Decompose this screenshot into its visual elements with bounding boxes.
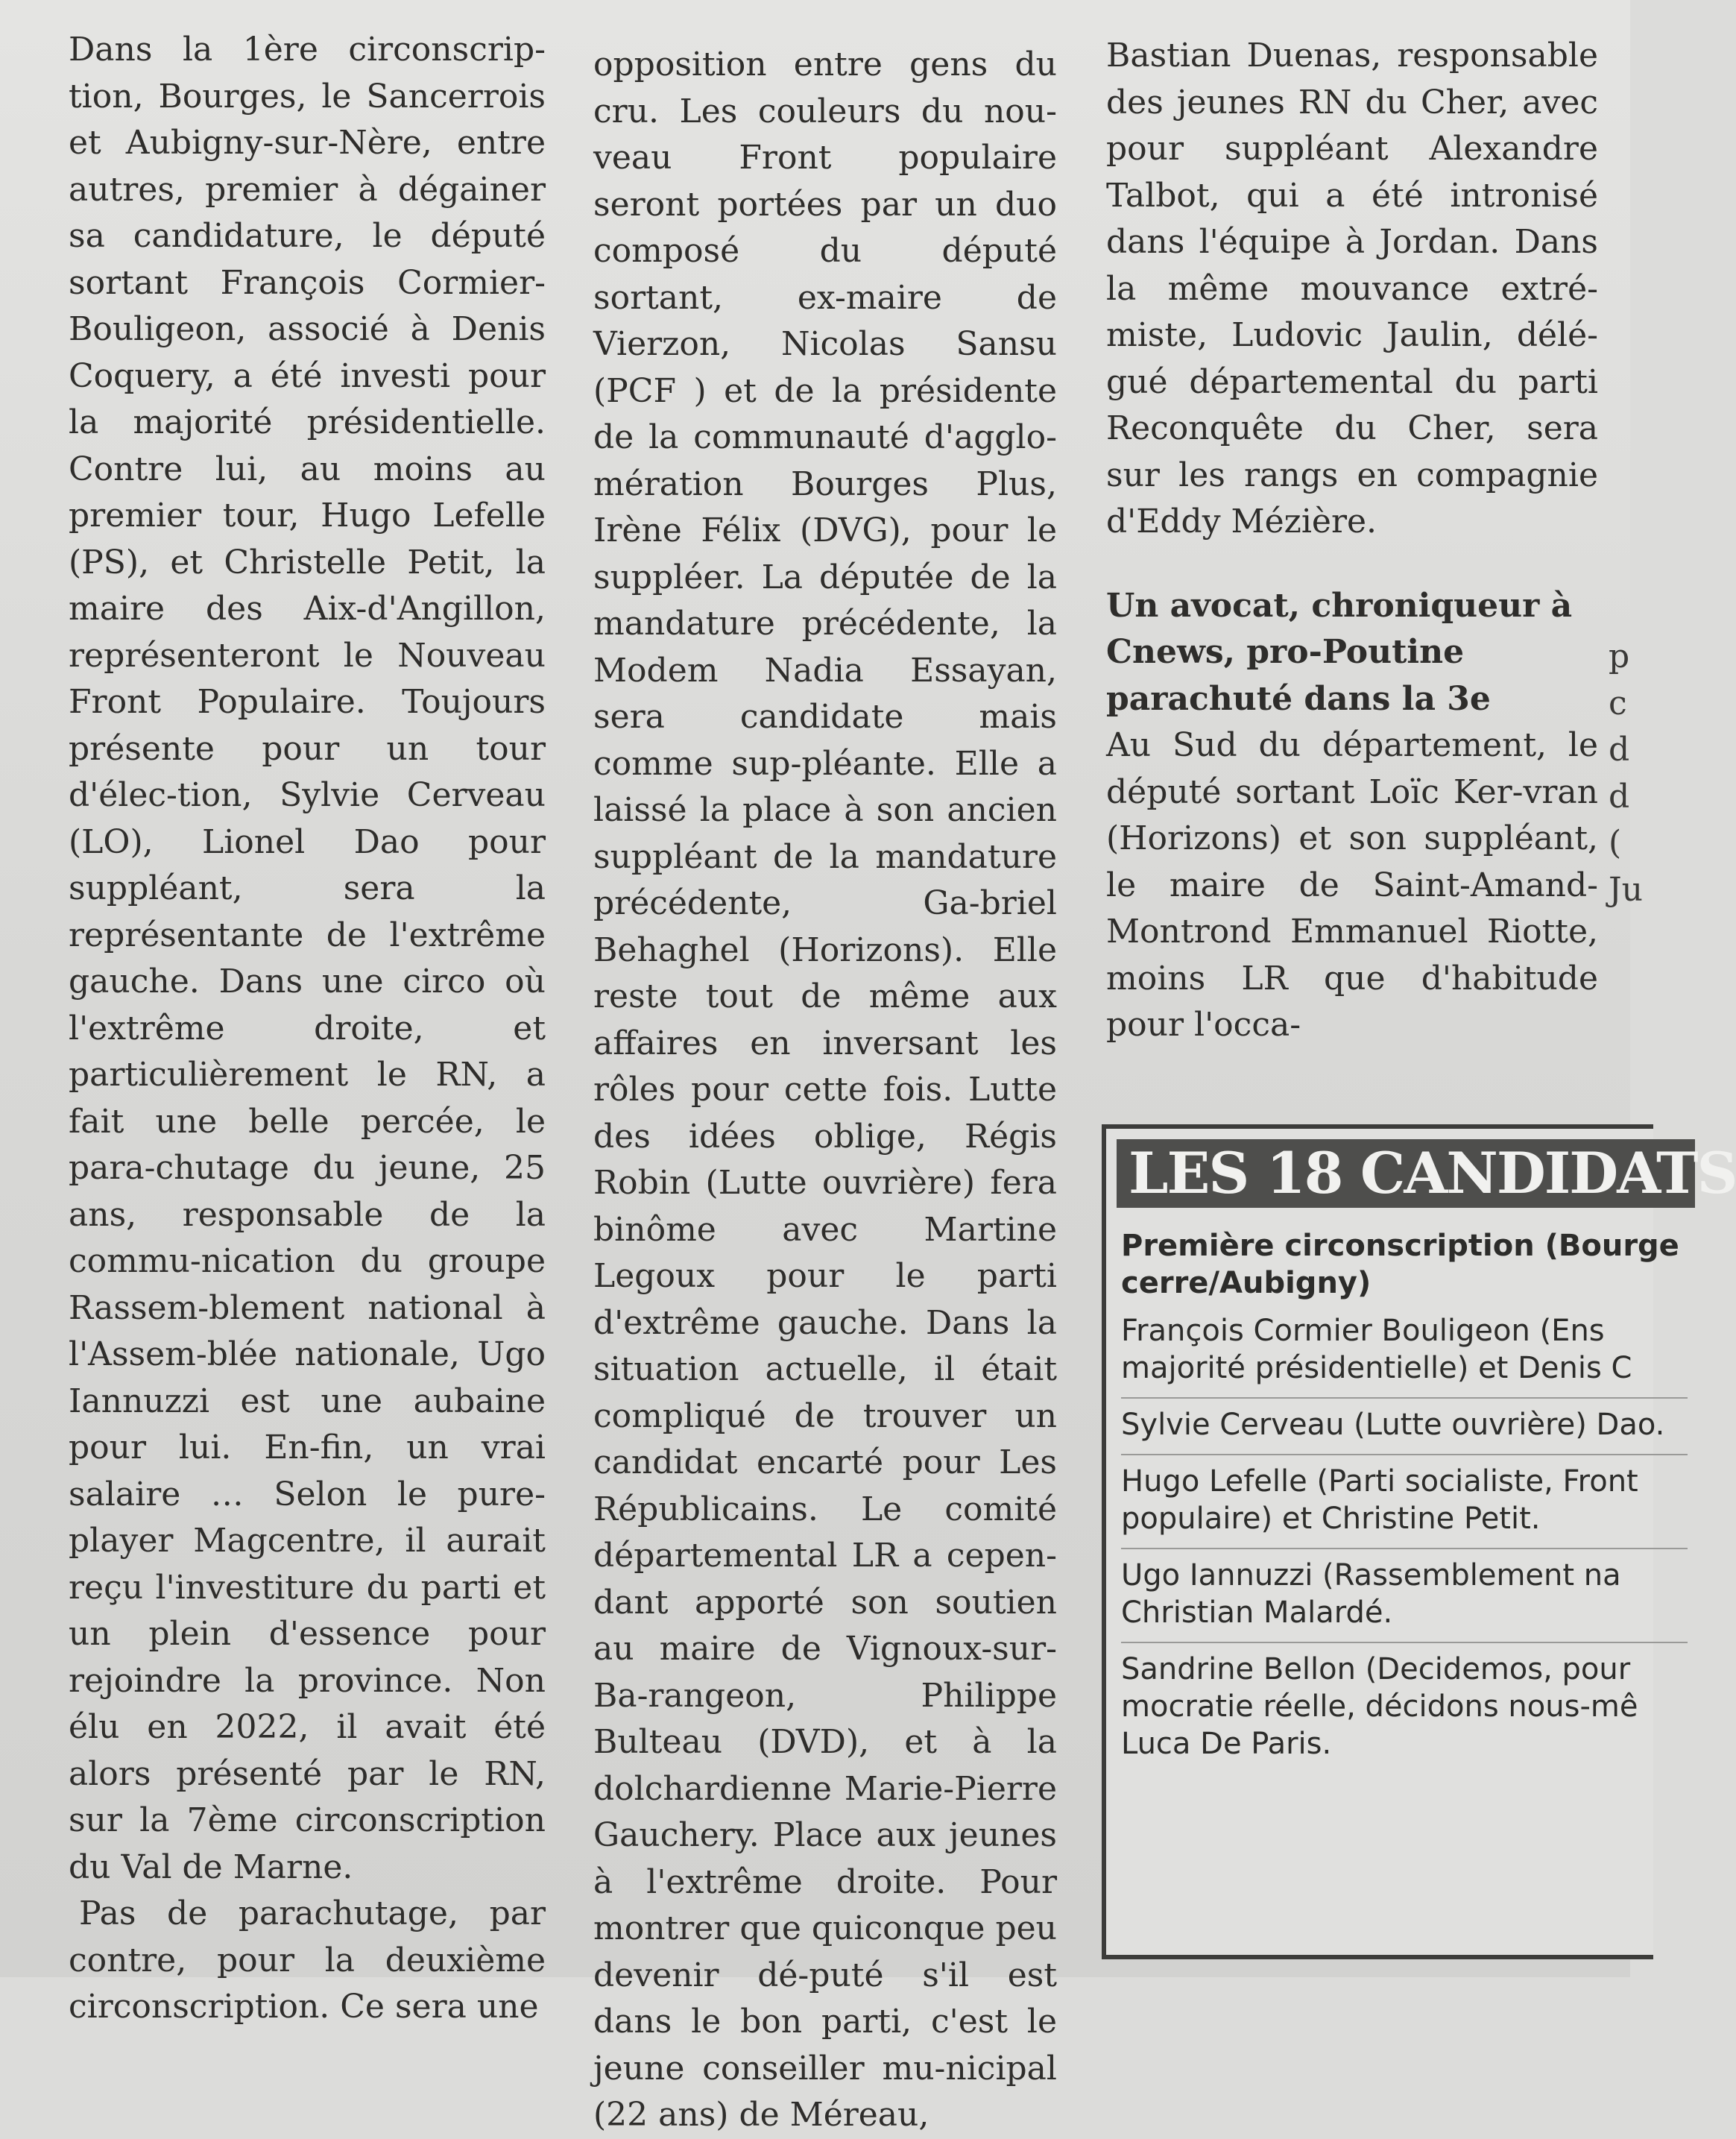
paragraph: opposition entre gens du cru. Les couleurs du nou-veau Front populaire seront portées par un duo composé du député sortant, ex-maire de Vierzon, Nicolas Sansu (PCF ) et de la présidente de la communauté d'agglo-mération Bourges Plus, Irène Félix (DVG), pour le suppléer. La députée de la mandature précédente, la Modem Nadia Essayan, sera candidate mais comme sup-pléante. Elle a laissé la place à son ancien suppléant de la mandature précédente, Ga-briel Behaghel (Horizons). Elle reste tout de même aux affaires en inversant les rôles pour cette fois. Lutte des idées oblige, Régis Robin (Lutte ouvrière) fera binôme avec Martine Legoux pour le parti d'extrême gauche. Dans la situation actuelle, il était compliqué de trouver un candidat encarté pour Les Républicains. Le comité départemental LR a cepen-dant apporté son soutien au maire de Vignoux-sur-Ba-rangeon, Philippe Bulteau (DVD), et à la dolchardienne Marie-Pierre Gauchery. Place aux jeunes à l'extrême droite. Pour montrer que quiconque peu devenir dé-puté s'il est dans le bon parti, c'est le jeune conseiller mu-nicipal (22 ans) de Méreau,: [593, 45, 1057, 2134]
candidate-entry: Sylvie Cerveau (Lutte ouvrière) Dao.: [1121, 1397, 1688, 1443]
candidate-entry: Sandrine Bellon (Decidemos, pour mocratie réelle, décidons nous-mê Luca De Paris.: [1121, 1642, 1688, 1762]
paragraph: Au Sud du département, le député sortant Loïc Ker-vran (Horizons) et son suppléant, le maire de Saint-Amand-Montrond Emmanuel Riotte, moins LR que d'habitude pour l'occa-: [1106, 726, 1598, 1044]
paragraph: Bastian Duenas, responsable des jeunes RN du Cher, avec pour suppléant Alexandre Talbot, qui a été intronisé dans l'équipe à Jordan. Dans la même mouvance extré-miste, Ludovic Jaulin, délé-gué départemental du parti Reconquête du Cher, sera sur les rangs en compagnie d'Eddy Mézière.: [1106, 37, 1598, 541]
candidates-box: [1102, 1124, 1736, 1959]
article-column-3: [1106, 33, 1598, 1049]
paragraph: Pas de parachutage, par contre, pour la deuxième circonscription. Ce sera une: [69, 1894, 546, 2026]
article-column-2: [593, 42, 1057, 2139]
cropped-letter: c: [1609, 684, 1627, 722]
candidates-list: [1121, 1227, 1679, 1762]
constituency-heading: Première circonscription (Bourge cerre/Aubigny): [1121, 1229, 1679, 1300]
article-column-1: [69, 27, 546, 2031]
cropped-letter: p: [1609, 637, 1630, 675]
cropped-letter: d: [1609, 731, 1630, 769]
cropped-letter: Ju: [1609, 870, 1643, 909]
paragraph: Dans la 1ère circonscrip-tion, Bourges, le Sancerrois et Aubigny-sur-Nère, entre autres, premier à dégainer sa candidature, le député sortant François Cormier-Bouligeon, associé à Denis Coquery, a été investi pour la majorité présidentielle. Contre lui, au moins au premier tour, Hugo Lefelle (PS), et Christelle Petit, la maire des Aix-d'Angillon, représenteront le Nouveau Front Populaire. Toujours présente pour un tour d'élec-tion, Sylvie Cerveau (LO), Lionel Dao pour suppléant, sera la représentante de l'extrême gauche. Dans une circo où l'extrême droite, et particulièrement le RN, a fait une belle percée, le para-chutage du jeune, 25 ans, responsable de la commu-nication du groupe Rassem-blement national à l'Assem-blée nationale, Ugo Iannuzzi est une aubaine pour lui. En-fin, un vrai salaire … Selon le pure-player Magcentre, il aurait reçu l'investiture du parti et un plein d'essence pour rejoindre la province. Non élu en 2022, il avait été alors présenté par le RN, sur la 7ème circonscription du Val de Marne.: [69, 31, 546, 1886]
cropped-next-column: [1609, 634, 1643, 913]
candidate-entry: Hugo Lefelle (Parti socialiste, Front populaire) et Christine Petit.: [1121, 1454, 1688, 1537]
candidate-entry: François Cormier Bouligeon (Ens majorité présidentielle) et Denis C: [1121, 1314, 1632, 1385]
cropped-letter: (: [1609, 824, 1622, 862]
candidates-box-title: LES 18 CANDIDATS: [1117, 1139, 1695, 1208]
candidate-entry: Ugo Iannuzzi (Rassemblement na Christian Malardé.: [1121, 1548, 1688, 1631]
cropped-letter: d: [1609, 777, 1630, 816]
section-subheading: Un avocat, chroniqueur à Cnews, pro-Poutine parachuté dans la 3e: [1106, 586, 1573, 718]
